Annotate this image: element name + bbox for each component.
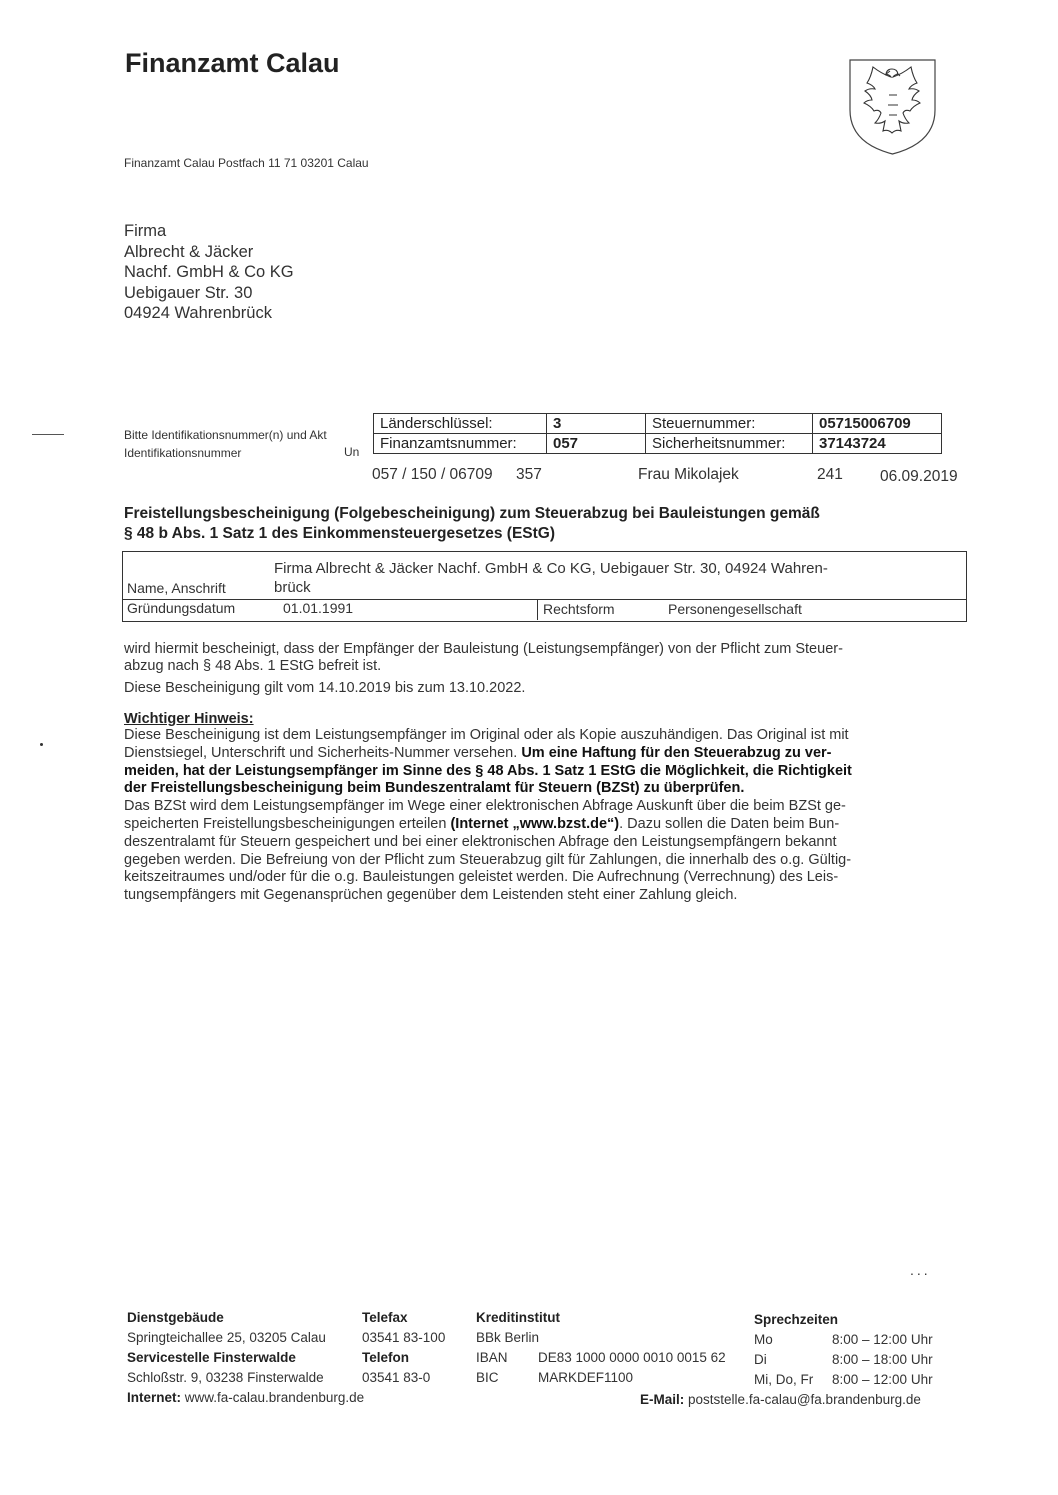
office-address: Springteichallee 25, 03205 Calau bbox=[127, 1330, 326, 1345]
laender-value: 3 bbox=[547, 414, 646, 434]
box-divider bbox=[537, 599, 538, 620]
notice-text: Dienstsiegel, Unterschrift und Sicherheits-Nummer versehen. bbox=[124, 744, 522, 761]
founded-label: Gründungsdatum bbox=[127, 600, 236, 616]
notice-title: Wichtiger Hinweis: bbox=[124, 711, 254, 727]
service-heading: Servicestelle Finsterwalde bbox=[127, 1350, 296, 1365]
notice-line: keitszeitraumes und/oder für die o.g. Bauleistungen geleistet werden. Die Aufrechnung (Verrechnung) des Leis- bbox=[124, 869, 839, 886]
notice-bold: meiden, hat der Leistungsempfänger im Sinne des § 48 Abs. 1 Satz 1 EStG die Möglichkeit, die Richtigkeit bbox=[124, 762, 852, 779]
legal-form-label: Rechtsform bbox=[543, 601, 615, 617]
recipient-line: Albrecht & Jäcker bbox=[124, 242, 254, 261]
hours-time: 8:00 – 12:00 Uhr bbox=[832, 1332, 933, 1347]
notice-line bbox=[124, 816, 954, 834]
notice-bold: (Internet „www.bzst.de“) bbox=[450, 815, 620, 832]
internet-link[interactable]: www.fa-calau.brandenburg.de bbox=[184, 1390, 365, 1405]
notice-text: speicherten Freistellungsbescheinigungen erteilen bbox=[124, 815, 451, 832]
finanzamt-value: 057 bbox=[547, 434, 646, 454]
fax-number: 03541 83-100 bbox=[362, 1330, 446, 1345]
founded-value: 01.01.1991 bbox=[283, 600, 354, 616]
laender-label: Länderschlüssel: bbox=[374, 414, 547, 434]
recipient-line: 04924 Wahrenbrück bbox=[124, 304, 272, 322]
fax-heading: Telefax bbox=[362, 1310, 408, 1325]
hours-day: Mo bbox=[754, 1332, 773, 1347]
company-details-box bbox=[122, 551, 967, 622]
notice-bold: Um eine Haftung für den Steuerabzug zu ver- bbox=[521, 744, 832, 761]
notice-text: . Dazu sollen die Daten beim Bun- bbox=[619, 815, 840, 832]
hours-time: 8:00 – 12:00 Uhr bbox=[832, 1372, 933, 1387]
bic-label: BIC bbox=[476, 1370, 499, 1385]
sender-return-address: Finanzamt Calau Postfach 11 71 03201 Calau bbox=[124, 156, 369, 170]
letter-date: 06.09.2019 bbox=[880, 468, 958, 485]
tax-id-table bbox=[373, 413, 942, 454]
sicherheit-label: Sicherheitsnummer: bbox=[646, 434, 813, 454]
brandenburg-eagle-crest-icon bbox=[845, 55, 940, 157]
legal-form-value: Personengesellschaft bbox=[668, 601, 802, 617]
email-link[interactable]: poststelle.fa-calau@fa.brandenburg.de bbox=[688, 1392, 921, 1407]
sicherheit-value: 37143724 bbox=[813, 434, 942, 454]
recipient-address bbox=[124, 221, 294, 324]
recipient-line: Uebigauer Str. 30 bbox=[124, 283, 253, 302]
steuernummer-label: Steuernummer: bbox=[646, 414, 813, 434]
notice-line bbox=[124, 763, 954, 781]
email-label: E-Mail: bbox=[640, 1392, 685, 1407]
clerk-name: Frau Mikolajek bbox=[638, 466, 739, 483]
service-address: Schloßstr. 9, 03238 Finsterwalde bbox=[127, 1370, 324, 1385]
notice-line: Diese Bescheinigung ist dem Leistungsempfänger im Original oder als Kopie auszuhändigen. Das Original ist mit bbox=[124, 727, 849, 743]
notice-line: gegeben werden. Die Befreiung von der Pflicht zum Steuerabzug gilt für Zahlungen, die innerhalb des o.g. Gültig- bbox=[124, 851, 852, 868]
hours-time: 8:00 – 18:00 Uhr bbox=[832, 1352, 933, 1367]
notice-line: tungsempfängers mit Gegenansprüchen gegenüber dem Leistenden steht einer Zahlung gleich. bbox=[124, 887, 738, 904]
bic-value: MARKDEF1100 bbox=[538, 1370, 634, 1385]
heading-line: Freistellungsbescheinigung (Folgebescheinigung) zum Steuerabzug bei Bauleistungen gemäß bbox=[124, 505, 820, 522]
phone-heading: Telefon bbox=[362, 1350, 409, 1365]
aktenzeichen: 057 / 150 / 06709 bbox=[372, 466, 493, 483]
bank-name: BBk Berlin bbox=[476, 1330, 540, 1345]
recipient-line: Firma bbox=[124, 222, 167, 240]
validity-line: Diese Bescheinigung gilt vom 14.10.2019 bis zum 13.10.2022. bbox=[124, 680, 526, 696]
finanzamt-label: Finanzamtsnummer: bbox=[374, 434, 547, 454]
id-hint bbox=[124, 426, 364, 462]
tax-id-row bbox=[374, 434, 942, 454]
id-hint-line: Bitte Identifikationsnummer(n) und Akt bbox=[124, 428, 327, 442]
name-label: Name, Anschrift bbox=[127, 580, 226, 596]
notice-line: deszentralamt für Steuern gespeichert und bei einer elektronischen Abfrage den Leistungsempfängern bekannt bbox=[124, 833, 837, 850]
id-hint-un: Un bbox=[344, 445, 360, 459]
box-divider bbox=[123, 599, 966, 600]
heading-line: § 48 b Abs. 1 Satz 1 des Einkommensteuergesetzes (EStG) bbox=[124, 525, 555, 542]
fold-mark bbox=[32, 434, 64, 435]
notice-body bbox=[124, 727, 954, 905]
email-line bbox=[640, 1390, 921, 1411]
notice-line bbox=[124, 780, 954, 798]
iban-label: IBAN bbox=[476, 1350, 508, 1365]
internet-line bbox=[127, 1388, 364, 1409]
document-heading bbox=[124, 504, 1004, 544]
recipient-line: Nachf. GmbH & Co KG bbox=[124, 263, 294, 281]
notice-line: Das BZSt wird dem Leistungsempfänger im Wege einer elektronischen Abfrage Auskunft über die beim BZSt ge- bbox=[124, 798, 846, 815]
company-name-line: Firma Albrecht & Jäcker Nachf. GmbH & Co KG, Uebigauer Str. 30, 04924 Wahren- bbox=[274, 560, 828, 577]
company-name-line: brück bbox=[274, 579, 311, 596]
steuernummer-value: 05715006709 bbox=[813, 414, 942, 434]
iban-value: DE83 1000 0000 0010 0015 62 bbox=[538, 1350, 726, 1365]
hours-day: Mi, Do, Fr bbox=[754, 1372, 814, 1387]
authority-title: Finanzamt Calau bbox=[125, 48, 340, 78]
notice-line bbox=[124, 745, 954, 763]
notice-bold: der Freistellungsbescheinigung beim Bundeszentralamt für Steuern (BZSt) zu überprüfen. bbox=[124, 780, 745, 797]
phone-number: 03541 83-0 bbox=[362, 1370, 431, 1385]
punch-mark bbox=[40, 743, 43, 746]
hours-heading: Sprechzeiten bbox=[754, 1312, 839, 1327]
hours-day: Di bbox=[754, 1352, 767, 1367]
internet-label: Internet: bbox=[127, 1390, 181, 1405]
statement-line: wird hiermit bescheinigt, dass der Empfänger der Bauleistung (Leistungsempfänger) von der Pflicht zum Steuer- bbox=[124, 641, 843, 657]
reference-code: 357 bbox=[516, 466, 542, 483]
tax-id-row bbox=[374, 414, 942, 434]
statement-line: abzug nach § 48 Abs. 1 EStG befreit ist. bbox=[124, 658, 382, 674]
office-heading: Dienstgebäude bbox=[127, 1310, 224, 1325]
bank-heading: Kreditinstitut bbox=[476, 1310, 560, 1325]
continuation-dots: ... bbox=[910, 1262, 931, 1278]
id-hint-line: Identifikationsnummer bbox=[124, 446, 242, 460]
clerk-extension: 241 bbox=[817, 466, 843, 483]
